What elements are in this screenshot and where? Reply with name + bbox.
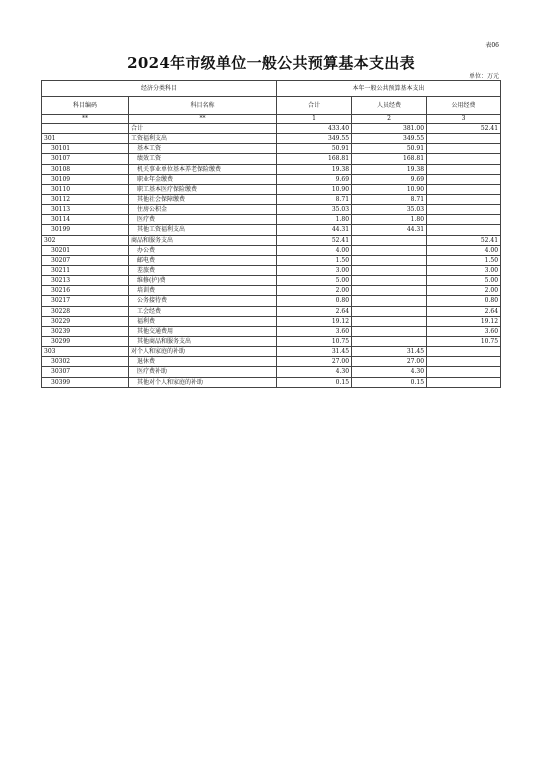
row-name: 其他商品和服务支出	[129, 336, 277, 346]
row-public	[427, 215, 501, 225]
row-personnel	[352, 316, 427, 326]
row-public	[427, 225, 501, 235]
row-personnel: 349.55	[352, 134, 427, 144]
row-code: 30108	[42, 164, 129, 174]
row-code: 30299	[42, 336, 129, 346]
row-name: 差旅费	[129, 265, 277, 275]
row-personnel: 44.31	[352, 225, 427, 235]
row-total: 44.31	[277, 225, 352, 235]
row-name: 工会经费	[129, 306, 277, 316]
row-code: 30199	[42, 225, 129, 235]
row-name: 职工基本医疗保险缴费	[129, 184, 277, 194]
table-row	[42, 326, 501, 336]
row-total: 0.15	[277, 377, 352, 387]
index-code: **	[42, 115, 129, 124]
table-row	[42, 205, 501, 215]
table-body	[42, 124, 501, 388]
index-name: **	[129, 115, 277, 124]
table-row	[42, 336, 501, 346]
row-name: 工资福利支出	[129, 134, 277, 144]
row-code: 30113	[42, 205, 129, 215]
row-code: 30211	[42, 265, 129, 275]
row-personnel: 50.91	[352, 144, 427, 154]
row-code: 30216	[42, 286, 129, 296]
row-personnel: 8.71	[352, 194, 427, 204]
row-public	[427, 164, 501, 174]
row-public: 19.12	[427, 316, 501, 326]
table-row	[42, 306, 501, 316]
header-personnel: 人员经费	[352, 97, 427, 115]
row-total: 10.75	[277, 336, 352, 346]
table-row	[42, 124, 501, 134]
row-personnel	[352, 265, 427, 275]
row-personnel	[352, 245, 427, 255]
row-personnel: 0.15	[352, 377, 427, 387]
index-3: 3	[427, 115, 501, 124]
table-row	[42, 316, 501, 326]
row-name: 医疗费补助	[129, 367, 277, 377]
row-name: 医疗费	[129, 215, 277, 225]
row-total: 4.30	[277, 367, 352, 377]
row-code: 30207	[42, 255, 129, 265]
row-name: 福利费	[129, 316, 277, 326]
row-total: 2.64	[277, 306, 352, 316]
row-personnel: 168.81	[352, 154, 427, 164]
row-public: 2.00	[427, 286, 501, 296]
row-public	[427, 154, 501, 164]
row-name: 职业年金缴费	[129, 174, 277, 184]
row-public	[427, 144, 501, 154]
row-personnel: 381.00	[352, 124, 427, 134]
row-personnel: 10.90	[352, 184, 427, 194]
row-total: 19.38	[277, 164, 352, 174]
row-code: 30109	[42, 174, 129, 184]
row-public: 3.60	[427, 326, 501, 336]
row-name: 其他工资福利支出	[129, 225, 277, 235]
row-public: 52.41	[427, 124, 501, 134]
row-name: 邮电费	[129, 255, 277, 265]
row-total: 1.80	[277, 215, 352, 225]
row-public	[427, 377, 501, 387]
row-code: 30307	[42, 367, 129, 377]
row-personnel: 9.69	[352, 174, 427, 184]
row-total: 52.41	[277, 235, 352, 245]
row-total: 8.71	[277, 194, 352, 204]
row-code: 30217	[42, 296, 129, 306]
row-name: 其他对个人和家庭的补助	[129, 377, 277, 387]
row-personnel	[352, 255, 427, 265]
row-code: 30110	[42, 184, 129, 194]
row-personnel	[352, 326, 427, 336]
table-row	[42, 245, 501, 255]
row-total: 1.50	[277, 255, 352, 265]
table-row	[42, 367, 501, 377]
header-basic-expenditure: 本年一般公共预算基本支出	[277, 81, 501, 97]
row-code: 303	[42, 347, 129, 357]
row-code: 30399	[42, 377, 129, 387]
row-name: 公务接待费	[129, 296, 277, 306]
header-economic-classification: 经济分类科目	[42, 81, 277, 97]
row-public: 2.64	[427, 306, 501, 316]
table-row	[42, 225, 501, 235]
row-code: 30112	[42, 194, 129, 204]
row-public	[427, 134, 501, 144]
unit-label: 单位：万元	[468, 73, 499, 80]
row-public	[427, 174, 501, 184]
table-row	[42, 286, 501, 296]
row-total: 27.00	[277, 357, 352, 367]
row-personnel: 31.45	[352, 347, 427, 357]
row-total: 349.55	[277, 134, 352, 144]
row-public	[427, 357, 501, 367]
row-code: 30229	[42, 316, 129, 326]
row-public: 52.41	[427, 235, 501, 245]
row-personnel: 1.80	[352, 215, 427, 225]
row-total: 433.40	[277, 124, 352, 134]
row-name: 绩效工资	[129, 154, 277, 164]
row-name: 退休费	[129, 357, 277, 367]
row-personnel: 27.00	[352, 357, 427, 367]
row-public: 4.00	[427, 245, 501, 255]
row-code: 30201	[42, 245, 129, 255]
table-row	[42, 194, 501, 204]
row-name: 基本工资	[129, 144, 277, 154]
header-total: 合计	[277, 97, 352, 115]
row-code: 302	[42, 235, 129, 245]
row-total: 9.69	[277, 174, 352, 184]
row-personnel	[352, 336, 427, 346]
row-total: 10.90	[277, 184, 352, 194]
row-code: 301	[42, 134, 129, 144]
row-public: 5.00	[427, 276, 501, 286]
table-row	[42, 134, 501, 144]
row-name: 维修(护)费	[129, 276, 277, 286]
header-public: 公用经费	[427, 97, 501, 115]
index-1: 1	[277, 115, 352, 124]
row-code	[42, 124, 129, 134]
table-row	[42, 296, 501, 306]
row-public: 10.75	[427, 336, 501, 346]
index-2: 2	[352, 115, 427, 124]
row-code: 30239	[42, 326, 129, 336]
table-row	[42, 235, 501, 245]
row-total: 19.12	[277, 316, 352, 326]
row-name: 对个人和家庭的补助	[129, 347, 277, 357]
row-total: 168.81	[277, 154, 352, 164]
row-public: 3.00	[427, 265, 501, 275]
row-total: 31.45	[277, 347, 352, 357]
table-row	[42, 276, 501, 286]
row-personnel	[352, 306, 427, 316]
row-total: 3.00	[277, 265, 352, 275]
table-row	[42, 174, 501, 184]
table-row	[42, 347, 501, 357]
page-title: 2024年市级单位一般公共预算基本支出表	[127, 54, 415, 72]
row-code: 30114	[42, 215, 129, 225]
row-personnel	[352, 276, 427, 286]
row-public: 1.50	[427, 255, 501, 265]
row-name: 办公费	[129, 245, 277, 255]
row-personnel: 19.38	[352, 164, 427, 174]
table-row	[42, 144, 501, 154]
row-public	[427, 347, 501, 357]
header-name: 科目名称	[129, 97, 277, 115]
row-public	[427, 194, 501, 204]
row-name: 商品和服务支出	[129, 235, 277, 245]
row-total: 35.03	[277, 205, 352, 215]
row-code: 30302	[42, 357, 129, 367]
row-total: 0.80	[277, 296, 352, 306]
row-total: 5.00	[277, 276, 352, 286]
form-number: 表06	[485, 42, 499, 49]
row-public	[427, 184, 501, 194]
table-row	[42, 377, 501, 387]
table-row	[42, 154, 501, 164]
row-total: 2.00	[277, 286, 352, 296]
row-code: 30228	[42, 306, 129, 316]
row-personnel: 4.30	[352, 367, 427, 377]
row-name: 住房公积金	[129, 205, 277, 215]
row-code: 30107	[42, 154, 129, 164]
row-code: 30101	[42, 144, 129, 154]
row-total: 3.60	[277, 326, 352, 336]
table-row	[42, 255, 501, 265]
header-code: 科目编码	[42, 97, 129, 115]
row-name: 其他社会保障缴费	[129, 194, 277, 204]
row-total: 4.00	[277, 245, 352, 255]
table-row	[42, 357, 501, 367]
row-name: 其他交通费用	[129, 326, 277, 336]
row-personnel	[352, 235, 427, 245]
row-public: 0.80	[427, 296, 501, 306]
row-public	[427, 205, 501, 215]
row-public	[427, 367, 501, 377]
row-name: 合计	[129, 124, 277, 134]
row-name: 培训费	[129, 286, 277, 296]
budget-table	[41, 80, 501, 388]
row-total: 50.91	[277, 144, 352, 154]
table-row	[42, 215, 501, 225]
table-row	[42, 164, 501, 174]
row-personnel	[352, 296, 427, 306]
row-personnel	[352, 286, 427, 296]
table-row	[42, 265, 501, 275]
row-code: 30213	[42, 276, 129, 286]
row-personnel: 35.03	[352, 205, 427, 215]
table-row	[42, 184, 501, 194]
row-name: 机关事业单位基本养老保险缴费	[129, 164, 277, 174]
